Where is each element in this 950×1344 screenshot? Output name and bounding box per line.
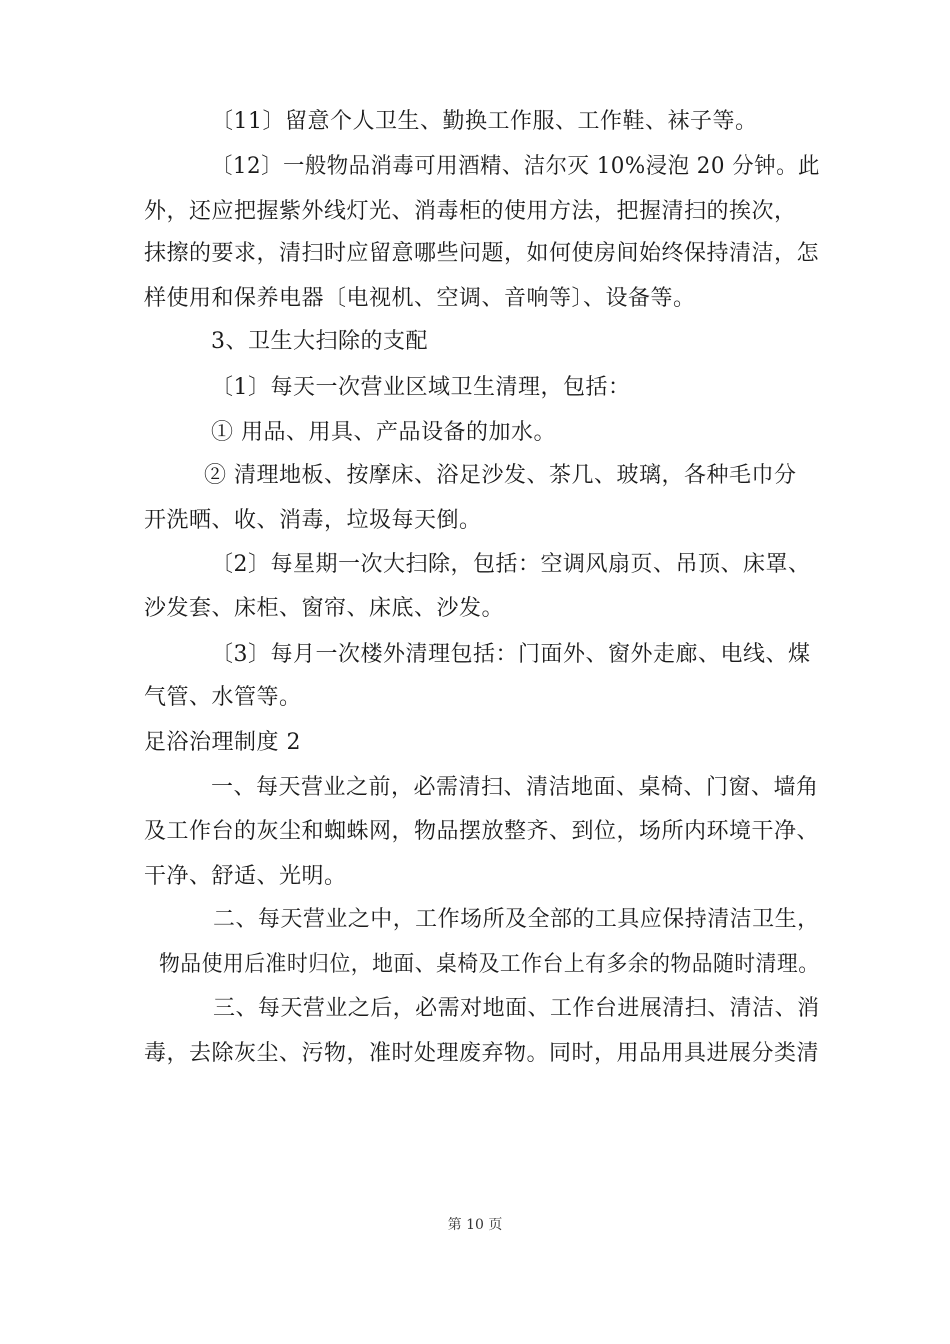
section-title: 足浴治理制度 2 xyxy=(144,730,301,755)
paragraph-line: 二、每天营业之中，工作场所及全部的工具应保持清洁卫生， xyxy=(213,907,820,932)
paragraph-line: 〔12〕一般物品消毒可用酒精、洁尔灭 10%浸泡 20 分钟。此 xyxy=(211,154,820,179)
paragraph-line: 抹擦的要求，清扫时应留意哪些问题，如何使房间始终保持清洁，怎 xyxy=(144,241,820,266)
paragraph-line: 物品使用后准时归位，地面、桌椅及工作台上有多余的物品随时清理。 xyxy=(159,952,820,977)
paragraph-line: 气管、水管等。 xyxy=(144,685,302,710)
paragraph-line: ① 用品、用具、产品设备的加水。 xyxy=(211,420,556,445)
paragraph-line: 及工作台的灰尘和蜘蛛网，物品摆放整齐、到位，场所内环境干净、 xyxy=(144,819,820,844)
paragraph-line: 开洗晒、收、消毒，垃圾每天倒。 xyxy=(144,508,482,533)
paragraph-line: 〔11〕留意个人卫生、勤换工作服、工作鞋、袜子等。 xyxy=(211,109,758,134)
paragraph-line: 毒，去除灰尘、污物，准时处理废弃物。同时，用品用具进展分类清 xyxy=(144,1041,820,1066)
section-heading: 3、卫生大扫除的支配 xyxy=(211,329,428,354)
paragraph-line: 〔1〕每天一次营业区域卫生清理，包括： xyxy=(211,375,631,400)
paragraph-line: 〔2〕每星期一次大扫除，包括：空调风扇页、吊顶、床罩、 xyxy=(211,552,811,577)
paragraph-line: 样使用和保养电器〔电视机、空调、音响等〕、设备等。 xyxy=(144,286,696,311)
page-number: 第 10 页 xyxy=(447,1217,503,1233)
paragraph-line: 干净、舒适、光明。 xyxy=(144,864,347,889)
paragraph-line: 三、每天营业之后，必需对地面、工作台进展清扫、清洁、消 xyxy=(213,996,820,1021)
paragraph-line: 外，还应把握紫外线灯光、消毒柜的使用方法，把握清扫的挨次， xyxy=(144,199,797,224)
paragraph-line: 〔3〕每月一次楼外清理包括：门面外、窗外走廊、电线、煤 xyxy=(211,642,811,667)
paragraph-line: 沙发套、床柜、窗帘、床底、沙发。 xyxy=(144,596,505,621)
paragraph-line: ② 清理地板、按摩床、浴足沙发、茶几、玻璃，各种毛巾分 xyxy=(204,463,797,488)
paragraph-line: 一、每天营业之前，必需清扫、清洁地面、桌椅、门窗、墙角 xyxy=(211,775,819,800)
